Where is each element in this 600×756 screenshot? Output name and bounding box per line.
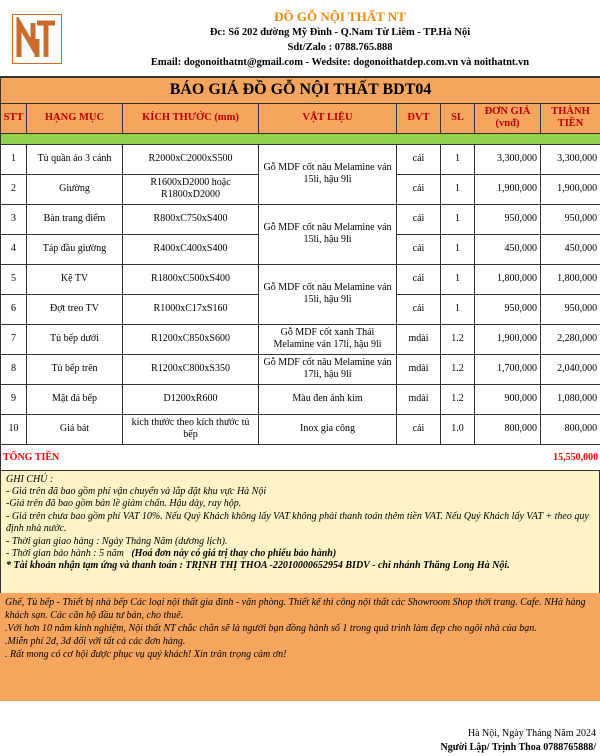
cell-material: Inox gia công [259,414,397,444]
nt-logo-icon [15,17,59,61]
col-header-qty: SL [441,103,475,133]
cell-unit: mdài [397,354,441,384]
cell-item: Mặt đá bếp [27,384,123,414]
cell-amount: 1,800,000 [541,264,600,294]
cell-amount: 2,040,000 [541,354,600,384]
cell-item: Kệ TV [27,264,123,294]
cell-amount: 1,080,000 [541,384,600,414]
cell-qty: 1.2 [441,324,475,354]
bank-account-note: * Tài khoản nhận tạm ứng và thanh toán : TRỊNH THỊ THOA -22010000652954 BIDV - chi nhánh Thăng Long Hà Nội. [6,560,510,572]
promo-line: . Rất mong có cơ hội được phục vụ quý khách! Xin trân trọng cảm ơn! [5,649,287,661]
col-header-stt: STT [1,103,27,133]
col-header-size: KÍCH THƯỚC (mm) [123,103,259,133]
total-spacer [123,444,475,470]
cell-size: R2000xC2000xS500 [123,144,259,174]
cell-item: Tủ bếp dưới [27,324,123,354]
table-row [1,204,600,234]
cell-price: 800,000 [475,414,541,444]
cell-item: Tủ bếp trên [27,354,123,384]
cell-unit: cái [397,204,441,234]
warranty-text: - Thời gian bảo hành : 5 năm [6,547,124,559]
cell-size: kích thước theo kích thước tủ bếp [123,414,259,444]
company-logo [12,14,62,64]
cell-stt: 3 [1,204,27,234]
cell-material: Màu đen ánh kim [259,384,397,414]
cell-price: 950,000 [475,294,541,324]
cell-stt: 1 [1,144,27,174]
warranty-note: (Hoá đơn này có giá trị thay cho phiếu bảo hành) [131,547,337,559]
cell-material: Gỗ MDF cốt xanh Thái Melamine ván 17li, hậu 9li [259,324,397,354]
cell-size: R1000xC17xS160 [123,294,259,324]
total-label: TỔNG TIỀN [1,444,123,470]
note-line-warranty [6,548,594,560]
cell-amount: 2,280,000 [541,324,600,354]
cell-size: R1200xC850xS600 [123,324,259,354]
cell-material: Gỗ MDF cốt nâu Melamine ván 17li, hậu 9li [259,354,397,384]
cell-qty: 1.2 [441,384,475,414]
cell-material: Gỗ MDF cốt nâu Melamine ván 15li, hậu 9li [259,204,397,264]
cell-size: R1800xC500xS400 [123,264,259,294]
cell-qty: 1 [441,174,475,204]
cell-price: 1,800,000 [475,264,541,294]
cell-size: R1200xC800xS350 [123,354,259,384]
total-value: 15,550,000 [475,444,600,470]
promo-line: .Với hơn 10 năm kinh nghiệm, Nội thất NT chắc chắn sẽ là người bạn đồng hành số 1 trong quá trình làm đẹp cho ngôi nhà của bạn. [5,622,537,634]
company-phone: Sdt/Zalo : 0788.765.888 [287,42,393,53]
cell-stt: 4 [1,234,27,264]
cell-unit: cái [397,174,441,204]
cell-item: Giá bát [27,414,123,444]
company-contact: Email: dogonoithatnt@gmail.com - Wedsite: dogonoithatdep.com.vn và noithatnt.vn [150,57,530,68]
notes-heading: GHI CHÚ : [6,473,54,485]
cell-price: 450,000 [475,234,541,264]
table-row [1,354,600,384]
cell-price: 950,000 [475,204,541,234]
promo-line: Ghế, Tủ bếp - Thiết bị nhà bếp Các loại nội thất gia đình - văn phòng. Thiết kế thi công nội thất các Showroom Shop thời trang. Cafe. NHà hàng khách sạn. Các căn hộ đầu tư bán, cho thuê. [5,596,586,621]
cell-stt: 10 [1,414,27,444]
cell-material: Gỗ MDF cốt nâu Melamine ván 15li, hậu 9li [259,144,397,204]
cell-amount: 450,000 [541,234,600,264]
cell-item: Tủ quần áo 3 cánh [27,144,123,174]
cell-qty: 1 [441,234,475,264]
total-row [1,444,600,470]
cell-size: R400xC400xS400 [123,234,259,264]
cell-unit: cái [397,144,441,174]
cell-qty: 1.0 [441,414,475,444]
cell-stt: 2 [1,174,27,204]
table-row [1,264,600,294]
cell-item: Giường [27,174,123,204]
table-row [1,384,600,414]
cell-item: Đợt treo TV [27,294,123,324]
cell-price: 900,000 [475,384,541,414]
cell-price: 3,300,000 [475,144,541,174]
letterhead [0,0,600,76]
cell-qty: 1 [441,294,475,324]
cell-unit: cái [397,264,441,294]
cell-unit: mdài [397,384,441,414]
company-address: Đc: Số 202 đường Mỹ Đình - Q.Nam Từ Liêm - TP.Hà Nội [209,27,471,38]
cell-qty: 1 [441,144,475,174]
footer-signer: Người Lập/ Trịnh Thoa 0788765888/ [440,742,596,753]
cell-stt: 8 [1,354,27,384]
cell-item: Bàn trang điểm [27,204,123,234]
separator-bar [1,133,600,144]
promo-line: .Miễn phí 2d, 3d đối với tất cả các đơn hàng. [5,636,186,648]
cell-size: D1200xR600 [123,384,259,414]
cell-amount: 800,000 [541,414,600,444]
cell-unit: cái [397,414,441,444]
col-header-material: VẬT LIỆU [259,103,397,133]
cell-qty: 1 [441,264,475,294]
col-header-item: HẠNG MỤC [27,103,123,133]
cell-stt: 5 [1,264,27,294]
company-name: ĐỒ GỖ NỘI THẤT NT [274,9,406,24]
note-line: - Thời gian giao hàng : Ngày Tháng Năm (dương lịch). [6,535,228,547]
cell-stt: 9 [1,384,27,414]
cell-price: 1,900,000 [475,324,541,354]
cell-size: R1600xD2000 hoặc R1800xD2000 [123,174,259,204]
cell-unit: mdài [397,324,441,354]
note-line: -Giá trên đã bao gồm bản lề giảm chấn. Hậu dày, ray hộp. [6,498,242,510]
cell-unit: cái [397,294,441,324]
cell-qty: 1.2 [441,354,475,384]
footer-date: Hà Nội, Ngày Tháng Năm 2024 [467,728,596,739]
cell-stt: 7 [1,324,27,354]
quote-title: BÁO GIÁ ĐỒ GỖ NỘI THẤT BDT04 [1,77,600,103]
cell-amount: 950,000 [541,204,600,234]
quote-table [0,76,600,471]
cell-stt: 6 [1,294,27,324]
cell-unit: cái [397,234,441,264]
cell-qty: 1 [441,204,475,234]
table-row [1,144,600,174]
col-header-amount: THÀNH TIỀN [541,103,600,133]
note-line: - Giá trên chưa bao gồm phí VAT 10%. Nếu Quý Khách không lấy VAT không phải thanh toán thêm tiền VAT. Nếu Quý Khách lấy VAT + theo quy định nhà nước. [6,510,589,535]
table-row [1,414,600,444]
col-header-price: ĐƠN GIÁ (vnđ) [475,103,541,133]
cell-amount: 3,300,000 [541,144,600,174]
col-header-unit: ĐVT [397,103,441,133]
cell-amount: 950,000 [541,294,600,324]
cell-price: 1,900,000 [475,174,541,204]
cell-material: Gỗ MDF cốt nâu Melamine ván 15li, hậu 9li [259,264,397,324]
cell-size: R800xC750xS400 [123,204,259,234]
note-line: - Giá trên đã bao gồm phí vận chuyển và lắp đặt khu vực Hà Nội [6,485,267,497]
cell-amount: 1,900,000 [541,174,600,204]
notes-section [0,471,600,593]
promo-section [0,593,600,701]
table-row [1,324,600,354]
cell-item: Táp đầu giường [27,234,123,264]
cell-price: 1,700,000 [475,354,541,384]
